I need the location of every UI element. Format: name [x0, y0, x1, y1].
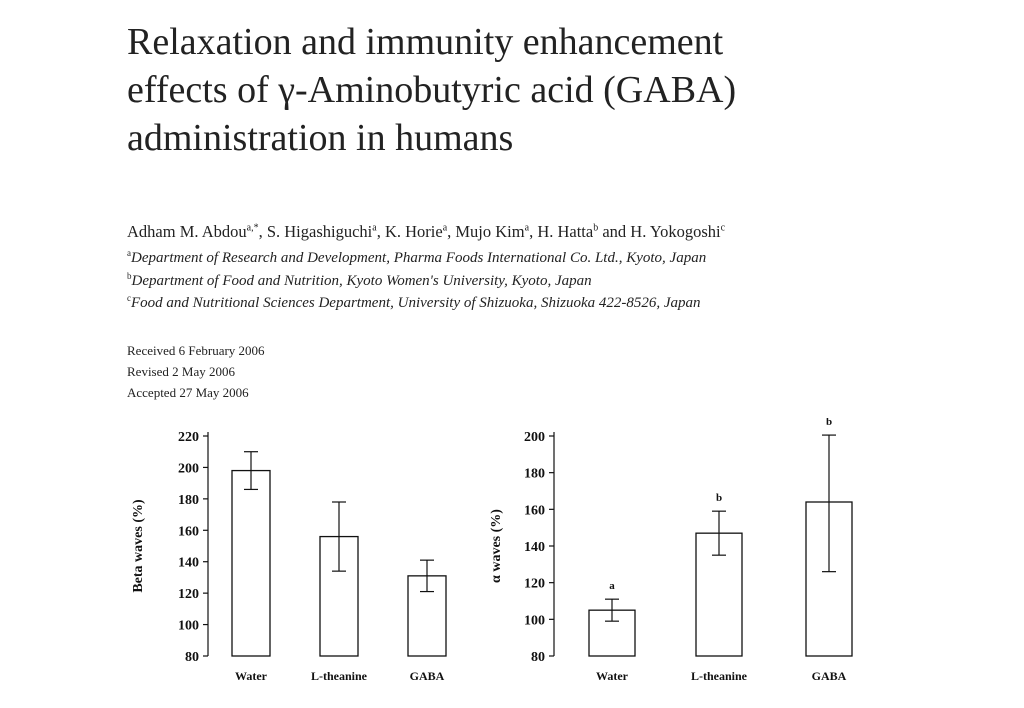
title-line: Relaxation and immunity enhancement	[127, 21, 724, 63]
y-axis-label: Beta waves (%)	[131, 499, 146, 593]
affiliation-text: Department of Food and Nutrition, Kyoto Women's University, Kyoto, Japan	[131, 273, 592, 289]
x-category-label: L-theanine	[690, 669, 748, 683]
author-sep: ,	[376, 222, 385, 241]
x-category-label: Water	[235, 669, 267, 683]
x-category-label: GABA	[811, 669, 847, 683]
alpha-waves-chart	[486, 418, 886, 703]
article-dates	[127, 340, 265, 403]
y-tick-label: 140	[178, 555, 199, 571]
bar	[232, 471, 270, 656]
received-date: Received 6 February 2006	[127, 343, 265, 358]
author-sep: ,	[529, 222, 538, 241]
author-sup: a	[442, 222, 448, 234]
y-tick-label: 120	[524, 576, 545, 592]
affiliation-a	[127, 248, 706, 267]
revised-date: Revised 2 May 2006	[127, 364, 235, 379]
y-tick-label: 160	[524, 503, 545, 519]
author-name: Adham M. Abdou	[127, 222, 247, 241]
author-sup: a	[524, 222, 530, 234]
y-tick-label: 140	[524, 540, 545, 555]
y-tick-label: 100	[524, 613, 545, 629]
y-tick-label: 80	[531, 650, 545, 665]
y-tick-label: 220	[178, 430, 199, 445]
y-tick-label: 200	[524, 430, 545, 445]
title-line: administration in humans	[127, 117, 514, 159]
y-tick-label: 180	[524, 466, 545, 482]
affiliation-text: Department of Research and Development, Pharma Foods International Co. Ltd., Kyoto, Japan	[131, 250, 707, 266]
author-name: H. Hatta	[537, 222, 594, 241]
y-tick-label: 100	[178, 618, 199, 634]
author-sup: b	[593, 222, 599, 234]
y-tick-label: 120	[178, 587, 199, 603]
x-category-label: GABA	[409, 669, 445, 683]
significance-label: b	[825, 418, 833, 429]
affiliation-sup: b	[127, 271, 132, 281]
beta-waves-chart	[120, 418, 465, 703]
y-tick-label: 180	[178, 492, 199, 508]
author-list	[127, 222, 725, 242]
y-axis-label: α waves (%)	[489, 509, 504, 583]
author-sep: ,	[447, 222, 456, 241]
affiliation-text: Food and Nutritional Sciences Department, University of Shizuoka, Shizuoka 422-8526, Japan	[131, 295, 701, 311]
title-line: effects of γ-Aminobutyric acid (GABA)	[127, 69, 737, 111]
affiliation-c	[127, 293, 701, 312]
author-sup: c	[720, 222, 726, 234]
author-sep: ,	[258, 222, 267, 241]
y-tick-label: 80	[185, 650, 199, 665]
y-tick-label: 200	[178, 461, 199, 477]
significance-label: b	[715, 492, 723, 505]
affiliation-sup: c	[127, 293, 131, 303]
affiliation-b	[127, 271, 592, 290]
author-name: K. Horie	[384, 222, 443, 241]
author-name: H. Yokogoshi	[630, 222, 721, 241]
significance-label: a	[609, 580, 615, 593]
affiliation-sup: a	[127, 248, 131, 258]
paper-title	[127, 18, 907, 162]
y-tick-label: 160	[178, 524, 199, 540]
author-sup: a,*	[246, 222, 259, 234]
author-sep: and	[598, 222, 631, 241]
author-name: S. Higashiguchi	[266, 222, 373, 241]
author-sup: a	[372, 222, 377, 234]
author-name: Mujo Kim	[455, 222, 525, 241]
x-category-label: L-theanine	[310, 669, 368, 683]
x-category-label: Water	[596, 669, 628, 683]
accepted-date: Accepted 27 May 2006	[127, 385, 249, 400]
